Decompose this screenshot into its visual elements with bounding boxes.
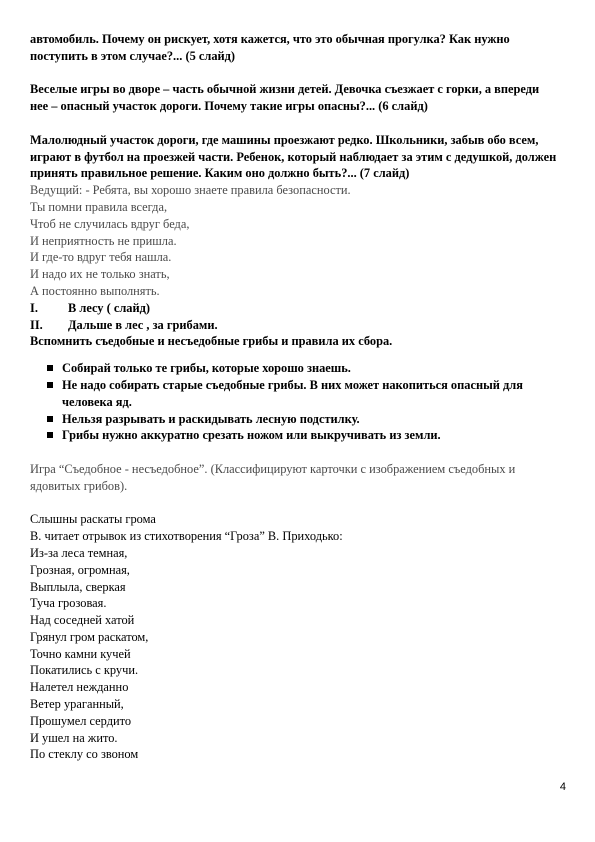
paragraph-slide-5: автомобиль. Почему он рискует, хотя кажется, что это обычная прогулка? Как нужно поступить в этом случае?... (5 слайд) xyxy=(30,32,510,63)
thunder-line: Слышны раскаты грома xyxy=(30,512,156,527)
poem-line: А постоянно выполнять. xyxy=(30,283,160,298)
square-bullet-icon xyxy=(47,416,53,422)
poem-line: Ведущий: - Ребята, вы хорошо знаете правила безопасности. xyxy=(30,183,351,198)
poem-line: Налетел нежданно xyxy=(30,680,129,695)
poem-line: Грянул гром раскатом, xyxy=(30,629,149,644)
poem-line: Из-за леса темная, xyxy=(30,545,128,560)
poem-safety-rules xyxy=(30,182,560,300)
poem-line: Точно камни кучей xyxy=(30,646,131,661)
paragraph-slide-6: Веселые игры во дворе – часть обычной жизни детей. Девочка съезжает с горки, а впереди нее – опасный участок дороги. Почему такие игры опасны?... (6 слайд) xyxy=(30,82,540,114)
poem-line: Ветер ураганный, xyxy=(30,697,124,712)
poem-line: И где-то вдруг тебя нашла. xyxy=(30,250,172,265)
poem-line: Туча грозовая. xyxy=(30,596,107,611)
poem-line: По стеклу со звоном xyxy=(30,747,139,762)
list-item-text: Собирай только те грибы, которые хорошо знаешь. xyxy=(62,361,351,376)
poem-line: Выплыла, сверкая xyxy=(30,579,126,594)
poem-thunderstorm xyxy=(30,545,560,763)
section-number: I. xyxy=(30,300,38,315)
square-bullet-icon xyxy=(47,365,53,371)
list-item xyxy=(30,377,560,411)
poem-line: Прошумел сердито xyxy=(30,713,132,728)
reading-intro: В. читает отрывок из стихотворения “Гроза” В. Приходько: xyxy=(30,529,343,544)
list-item xyxy=(30,427,560,444)
poem-line: И ушел на жито. xyxy=(30,730,118,745)
poem-line: Ты помни правила всегда, xyxy=(30,199,168,214)
section-number: II. xyxy=(30,317,43,332)
poem-line: Над соседней хатой xyxy=(30,613,135,628)
poem-line: И надо их не только знать, xyxy=(30,267,170,282)
section-title: Дальше в лес , за грибами. xyxy=(68,317,218,332)
square-bullet-icon xyxy=(47,382,53,388)
mushroom-intro: Вспомнить съедобные и несъедобные грибы и правила их сбора. xyxy=(30,334,393,349)
square-bullet-icon xyxy=(47,432,53,438)
poem-line: И неприятность не пришла. xyxy=(30,233,177,248)
list-item-text: Не надо собирать старые съедобные грибы. В них может накопиться опасный для человека яд. xyxy=(62,377,523,409)
list-item xyxy=(30,360,560,377)
page-number: 4 xyxy=(559,781,566,793)
paragraph-slide-7: Малолюдный участок дороги, где машины проезжают редко. Школьники, забыв обо всем, играют в футбол на проезжей части. Ребенок, который наблюдает за этим с дедушкой, должен принять правильное решение. Каким оно должно быть?... (7 слайд) xyxy=(30,132,557,181)
poem-line: Грозная, огромная, xyxy=(30,562,130,577)
document-page xyxy=(30,31,560,763)
list-item-text: Грибы нужно аккуратно срезать ножом или выкручивать из земли. xyxy=(62,428,441,443)
game-description: Игра “Съедобное - несъедобное”. (Классифицируют карточки с изображением съедобных и ядовитых грибов). xyxy=(30,461,516,493)
section-heading-mushrooms xyxy=(30,317,560,334)
section-title: В лесу ( слайд) xyxy=(68,300,150,315)
list-item xyxy=(30,411,560,428)
section-heading-forest xyxy=(30,300,560,317)
poem-line: Покатились с кручи. xyxy=(30,663,139,678)
list-item-text: Нельзя разрывать и раскидывать лесную подстилку. xyxy=(62,411,360,426)
mushroom-rules-list xyxy=(30,360,560,444)
poem-line: Чтоб не случилась вдруг беда, xyxy=(30,216,190,231)
